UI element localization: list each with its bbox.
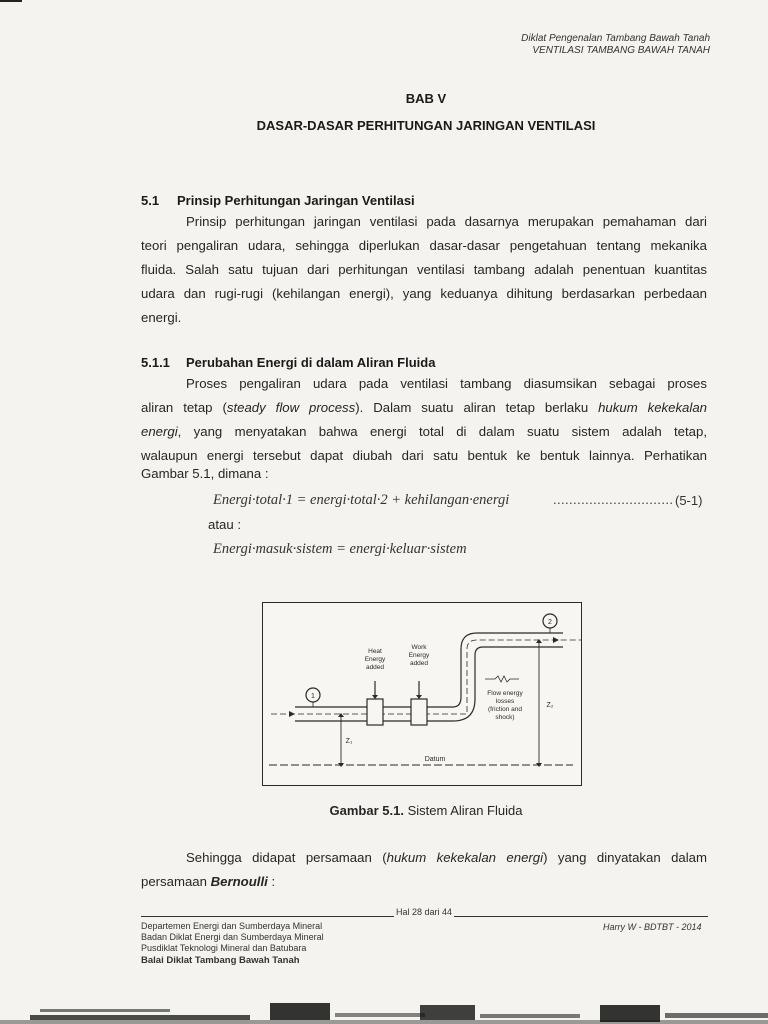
paragraph-5-1-1-line-3: energi, yang menyatakan bahwa energi total di dalam suatu sistem adalah tetap, — [141, 424, 707, 439]
footer-org-bold: Balai Diklat Tambang Bawah Tanah — [141, 955, 300, 966]
z2-label: Z₂ — [546, 702, 554, 709]
point-2-label: 2 — [548, 619, 552, 626]
point-1-label: 1 — [311, 693, 315, 700]
footer-org-line-3: Pusdiklat Teknologi Mineral dan Batubara — [141, 943, 307, 953]
losses-label-2: losses — [495, 698, 515, 705]
paragraph-5-1-line-1: Prinsip perhitungan jaringan ventilasi pada dasarnya merupakan pemahaman dari — [186, 214, 707, 229]
equation-number: (5-1) — [675, 493, 703, 508]
paragraph-5-1-line-3: fluida. Salah satu tujuan dari perhitungan ventilasi tambang adalah penentuan kuantitas — [141, 262, 707, 277]
figure-fluid-flow-system — [262, 602, 582, 786]
closing-line-1: Sehingga didapat persamaan (hukum kekekalan energi) yang dinyatakan dalam — [186, 850, 707, 865]
flow-diagram — [263, 603, 581, 785]
equation-energy-balance: Energi·masuk·sistem = energi·keluar·sistem — [213, 541, 467, 557]
footer-org-line-2: Badan Diklat Energi dan Sumberdaya Mineral — [141, 932, 324, 942]
paragraph-5-1-1-line-1: Proses pengaliran udara pada ventilasi tambang diasumsikan sebagai proses — [186, 376, 707, 391]
heat-label-1: Heat — [368, 648, 382, 655]
heat-label-2: Energy — [364, 656, 386, 663]
scan-edge-mark — [0, 0, 22, 2]
work-label-2: Energy — [408, 652, 430, 659]
datum-label: Datum — [424, 756, 446, 763]
footer-page-number: Hal 28 dari 44 — [396, 907, 453, 917]
z1-label: Z₁ — [345, 738, 353, 745]
running-header-course: Diklat Pengenalan Tambang Bawah Tanah — [521, 33, 710, 44]
footer-org-line-1: Departemen Energi dan Sumberdaya Mineral — [141, 921, 323, 931]
losses-label-1: Flow energy — [487, 690, 523, 697]
section-5-1-1-number: 5.1.1 — [141, 355, 170, 370]
closing-line-2: persamaan Bernoulli : — [141, 874, 276, 889]
paragraph-5-1-1-line-5: Gambar 5.1, dimana : — [141, 466, 269, 481]
paragraph-5-1-line-5: energi. — [141, 310, 182, 325]
equation-5-1: Energi·total·1 = energi·total·2 + kehilangan·energi — [213, 492, 510, 508]
footer-author: Harry W - BDTBT - 2014 — [603, 922, 702, 932]
heat-label-3: added — [365, 664, 385, 671]
work-label-1: Work — [411, 644, 427, 651]
paragraph-5-1-line-2: teori pengaliran udara, sehingga diperlukan dasar-dasar pengetahuan tentang mekanika — [141, 238, 707, 253]
losses-label-4: shock) — [495, 714, 515, 721]
heat-input-box — [367, 699, 383, 725]
chapter-number: BAB V — [405, 91, 447, 106]
equation-leader-dots: .............................. — [553, 492, 674, 507]
section-5-1-number: 5.1 — [141, 193, 160, 208]
running-header-topic: VENTILASI TAMBANG BAWAH TANAH — [532, 45, 710, 56]
section-5-1-1-title: Perubahan Energi di dalam Aliran Fluida — [186, 355, 436, 370]
paragraph-5-1-1-line-4: walaupun energi tersebut dapat diubah dari satu bentuk ke bentuk lainnya. Perhatikan — [141, 448, 707, 463]
section-5-1-title: Prinsip Perhitungan Jaringan Ventilasi — [177, 193, 415, 208]
atau-label: atau : — [208, 517, 241, 532]
figure-caption: Gambar 5.1. Sistem Aliran Fluida — [329, 803, 523, 818]
losses-symbol — [485, 676, 519, 682]
paragraph-5-1-line-4: udara dan rugi-rugi (kehilangan energi), yang keduanya dihitung berdasarkan perbedaan — [141, 286, 707, 301]
scan-noise-band — [0, 985, 768, 1024]
losses-label-3: (friction and — [488, 706, 522, 713]
work-input-box — [411, 699, 427, 725]
chapter-title: DASAR-DASAR PERHITUNGAN JARINGAN VENTILASI — [256, 118, 596, 133]
work-label-3: added — [409, 660, 429, 667]
paragraph-5-1-1-line-2: aliran tetap (steady flow process). Dalam suatu aliran tetap berlaku hukum kekekalan — [141, 400, 707, 415]
